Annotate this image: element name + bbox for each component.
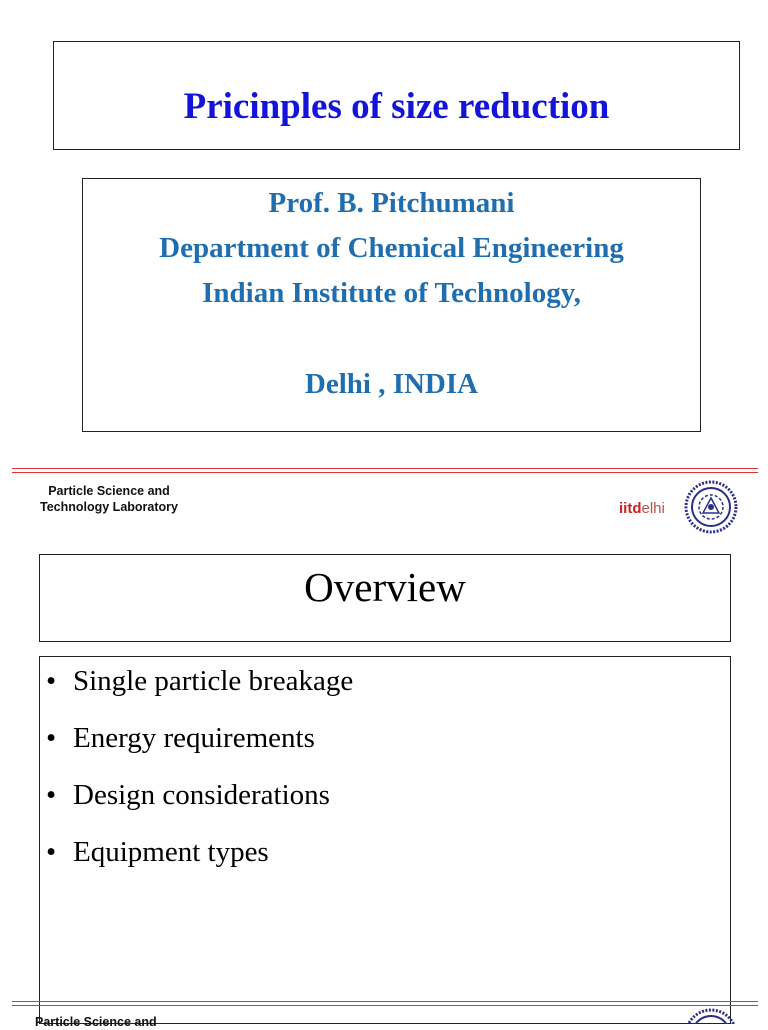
iitdelhi-wordmark bbox=[619, 501, 665, 516]
overview-title-box bbox=[39, 554, 731, 642]
bullet-item bbox=[46, 781, 330, 810]
bullet-text: Energy requirements bbox=[73, 722, 315, 754]
author-location: Delhi , INDIA bbox=[304, 368, 479, 400]
wordmark-part2: elhi bbox=[641, 500, 665, 517]
overview-bullets-box bbox=[39, 656, 731, 1024]
lab-name-line2: Technology Laboratory bbox=[40, 500, 178, 514]
lab-name-line1: Particle Science and bbox=[48, 484, 170, 498]
slide-title: Pricinples of size reduction bbox=[183, 86, 610, 127]
footer-rule-top bbox=[12, 468, 758, 469]
bullet-dot-icon: • bbox=[46, 779, 57, 811]
footer-rule-bottom bbox=[12, 472, 758, 473]
footer2-rule-bottom bbox=[12, 1005, 758, 1006]
author-box bbox=[82, 178, 701, 432]
author-department: Department of Chemical Engineering bbox=[159, 232, 624, 264]
bullet-dot-icon: • bbox=[46, 665, 57, 697]
author-institute: Indian Institute of Technology, bbox=[202, 277, 581, 309]
wordmark-part1: iitd bbox=[619, 500, 642, 517]
footer2-rule-top bbox=[12, 1001, 758, 1002]
bullet-text: Single particle breakage bbox=[73, 665, 354, 697]
iit-delhi-seal-icon bbox=[684, 480, 738, 534]
bullet-item bbox=[46, 838, 269, 867]
bullet-dot-icon: • bbox=[46, 722, 57, 754]
title-box bbox=[53, 41, 740, 150]
lab-name bbox=[24, 483, 194, 515]
bullet-text: Equipment types bbox=[73, 836, 269, 868]
iit-delhi-seal-icon bbox=[684, 1008, 738, 1024]
author-name: Prof. B. Pitchumani bbox=[268, 187, 515, 219]
bullet-item bbox=[46, 724, 315, 753]
bullet-item bbox=[46, 667, 353, 696]
bullet-dot-icon: • bbox=[46, 836, 57, 868]
lab-name-2-line1: Particle Science and bbox=[35, 1015, 157, 1029]
lab-name-2 bbox=[35, 1014, 185, 1030]
overview-title: Overview bbox=[304, 564, 466, 610]
bullet-text: Design considerations bbox=[73, 779, 330, 811]
